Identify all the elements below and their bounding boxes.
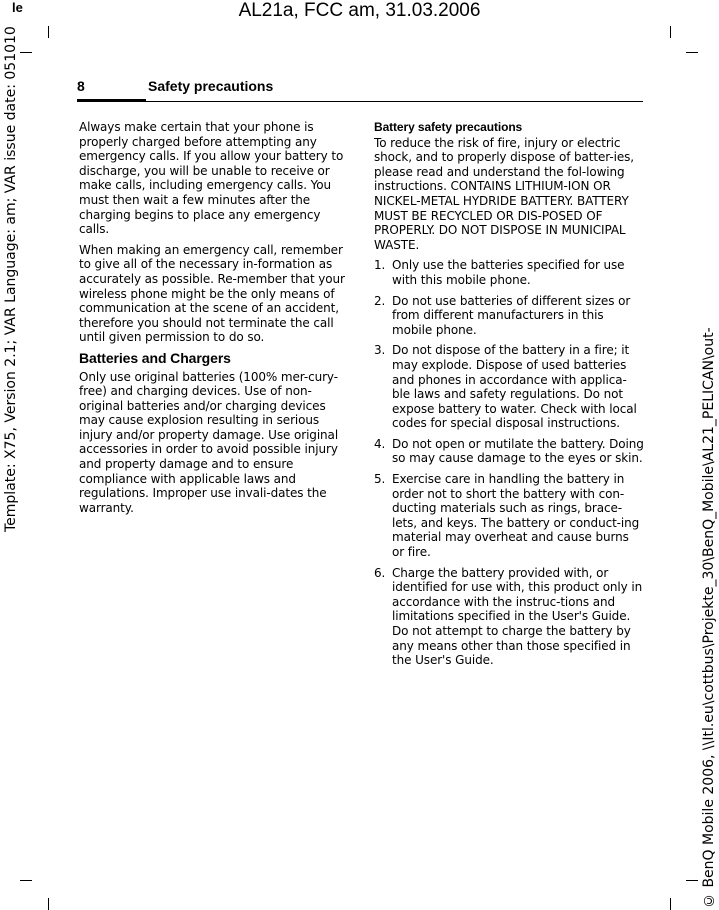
section-heading: Batteries and Chargers bbox=[79, 349, 231, 366]
list-text: Do not open or mutilate the battery. Doing so may cause damage to the eyes or skin. bbox=[392, 436, 644, 466]
paragraph: When making an emergency call, remember to give all of the necessary in-formation as accurately as possible. Re-member that your wireless phone might be the only means of communication at the scene of an accident, therefore you should not terminate the call until given permission to do so. bbox=[79, 242, 345, 345]
list-item bbox=[374, 566, 644, 668]
paragraph: To reduce the risk of fire, injury or electric shock, and to properly dispose of batter-ies, please read and understand the fol-lowing instructions. CONTAINS LITHIUM-ION OR NICKEL-METAL HYDRIDE BATTERY. BATTERY MUST BE RECYCLED OR DIS-POSED OF PROPERLY. DO NOT DISPOSE IN MUNICIPAL WASTE. bbox=[374, 135, 634, 252]
header-rule bbox=[77, 101, 643, 102]
list-item bbox=[374, 258, 644, 287]
list-number: 5. bbox=[374, 472, 386, 487]
list-text: Charge the battery provided with, or identified for use with, this product only in accordance with the instruc-tions and limitations specified in the User's Guide. Do not attempt to charge the battery by any means other than those specified in the User's Guide. bbox=[392, 565, 643, 668]
crop-mark bbox=[20, 52, 32, 53]
corner-mark: le bbox=[12, 0, 23, 15]
list-text: Do not dispose of the battery in a fire; it may explode. Dispose of used batteries and phones in accordance with applica-ble laws and safety regulations. Do not expose battery to water. Check with local codes for special disposal instructions. bbox=[392, 343, 637, 431]
page-number: 8 bbox=[77, 78, 85, 94]
crop-mark bbox=[670, 898, 671, 910]
crop-mark bbox=[48, 26, 49, 38]
left-column bbox=[79, 120, 347, 521]
left-margin-text: Template: X75, Version 2.1; VAR Language: am; VAR issue date: 051010 bbox=[3, 26, 19, 532]
list-number: 3. bbox=[374, 343, 386, 358]
list-number: 1. bbox=[374, 258, 386, 273]
crop-mark bbox=[686, 880, 698, 881]
right-margin-copyright bbox=[701, 296, 719, 908]
list-number: 6. bbox=[374, 565, 386, 580]
list-item bbox=[374, 294, 644, 338]
list-item bbox=[374, 343, 644, 431]
list-text: Exercise care in handling the battery in order not to short the battery with con-ducting materials such as rings, brace-lets, and keys. The battery or conduct-ing material may overheat and cause burns or fire. bbox=[392, 472, 640, 560]
list-item bbox=[374, 437, 644, 466]
list-number: 2. bbox=[374, 293, 386, 308]
right-column bbox=[374, 120, 644, 674]
list-item bbox=[374, 472, 644, 560]
crop-mark bbox=[670, 26, 671, 38]
list-text: Do not use batteries of different sizes or from different manufacturers in this mobile phone. bbox=[392, 293, 631, 337]
list-text: Only use the batteries specified for use with this mobile phone. bbox=[392, 258, 625, 287]
left-margin-template-info bbox=[1, 26, 21, 906]
crop-mark bbox=[686, 52, 698, 53]
page-title: Safety precautions bbox=[148, 78, 274, 94]
document-title: AL21a, FCC am, 31.03.2006 bbox=[238, 0, 481, 21]
paragraph: Always make certain that your phone is properly charged before attempting any emergency calls. If you allow your battery to discharge, you will be unable to receive or make calls, including emergency calls. You must then wait a few minutes after the charging begins to place any emergency calls. bbox=[79, 120, 344, 237]
crop-mark bbox=[20, 880, 32, 881]
paragraph: Only use original batteries (100% mer-cury-free) and charging devices. Use of non-original batteries and/or charging devices may cause explosion resulting in serious injury and/or property damage. Use original accessories in order to avoid possible injury and property damage and to ensure compliance with applicable laws and regulations. Improper use invali-dates the warranty. bbox=[79, 369, 339, 515]
crop-mark bbox=[48, 898, 49, 910]
right-margin-text: © BenQ Mobile 2006, \\Itl.eu\cottbus\Projekte_30\BenQ_Mobile\AL21_PELICAN\out- bbox=[701, 327, 717, 908]
section-heading: Battery safety precautions bbox=[374, 120, 523, 134]
list-number: 4. bbox=[374, 436, 386, 451]
